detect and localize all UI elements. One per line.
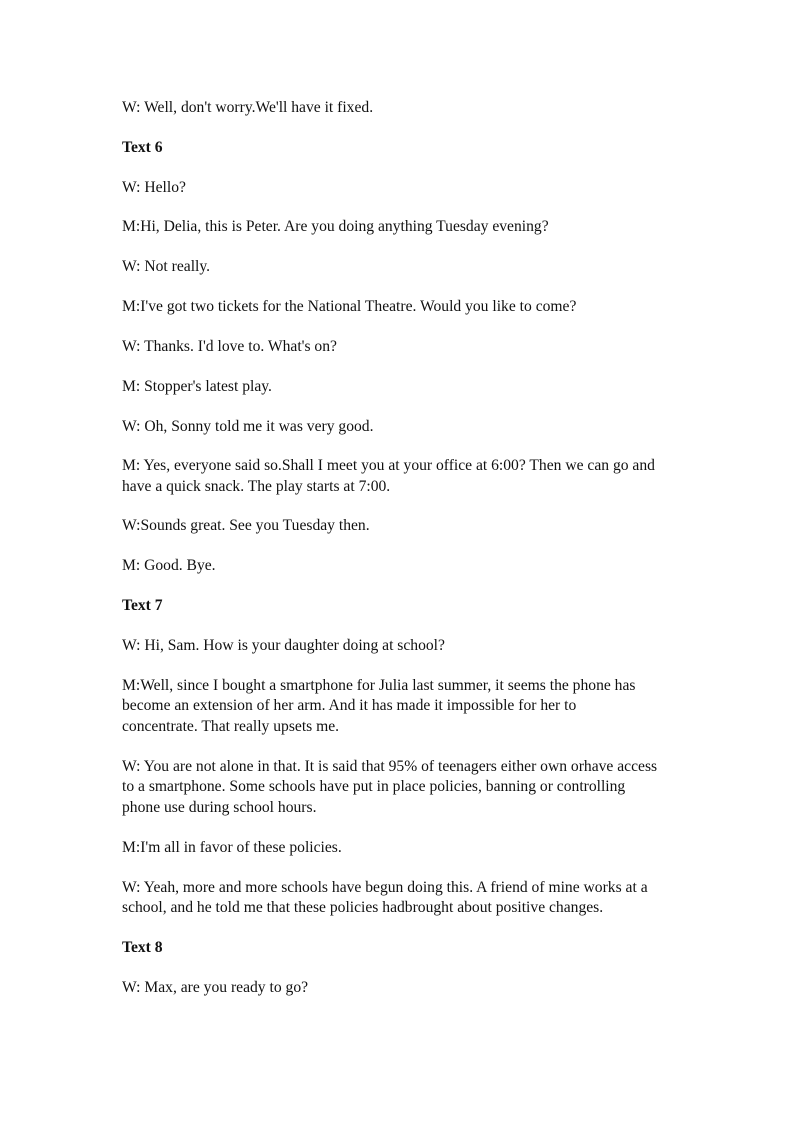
dialogue-line: W: Hi, Sam. How is your daughter doing at school? (122, 637, 445, 654)
dialogue-line: W: Yeah, more and more schools have begun doing this. A friend of mine works at a (122, 879, 648, 896)
dialogue-line: W:Sounds great. See you Tuesday then. (122, 517, 370, 534)
section-heading: Text 7 (122, 597, 163, 614)
dialogue-line: M:Hi, Delia, this is Peter. Are you doing anything Tuesday evening? (122, 218, 549, 235)
dialogue-line: W: Oh, Sonny told me it was very good. (122, 418, 374, 435)
dialogue-line: M:Well, since I bought a smartphone for Julia last summer, it seems the phone has (122, 677, 636, 694)
dialogue-line: W: Not really. (122, 258, 211, 275)
dialogue-line-continued: phone use during school hours. (122, 799, 317, 816)
dialogue-line-continued: become an extension of her arm. And it has made it impossible for her to (122, 697, 577, 714)
dialogue-line: W: You are not alone in that. It is said that 95% of teenagers either own orhave access (122, 758, 658, 775)
section-heading: Text 8 (122, 939, 163, 956)
dialogue-line: W: Thanks. I'd love to. What's on? (122, 338, 337, 355)
dialogue-line-continued: school, and he told me that these policies hadbrought about positive changes. (122, 899, 604, 916)
dialogue-line: W: Well, don't worry.We'll have it fixed. (122, 99, 374, 116)
dialogue-line: M:I've got two tickets for the National Theatre. Would you like to come? (122, 298, 577, 315)
dialogue-line-continued: to a smartphone. Some schools have put in place policies, banning or controlling (122, 778, 626, 795)
dialogue-line: M: Good. Bye. (122, 557, 216, 574)
dialogue-line: M: Yes, everyone said so.Shall I meet you at your office at 6:00? Then we can go and (122, 457, 655, 474)
dialogue-line: M:I'm all in favor of these policies. (122, 839, 342, 856)
dialogue-line: W: Max, are you ready to go? (122, 979, 309, 996)
dialogue-line: W: Hello? (122, 179, 186, 196)
dialogue-line-continued: have a quick snack. The play starts at 7:00. (122, 478, 391, 495)
dialogue-line: M: Stopper's latest play. (122, 378, 272, 395)
section-heading: Text 6 (122, 139, 163, 156)
dialogue-line-continued: concentrate. That really upsets me. (122, 718, 340, 735)
